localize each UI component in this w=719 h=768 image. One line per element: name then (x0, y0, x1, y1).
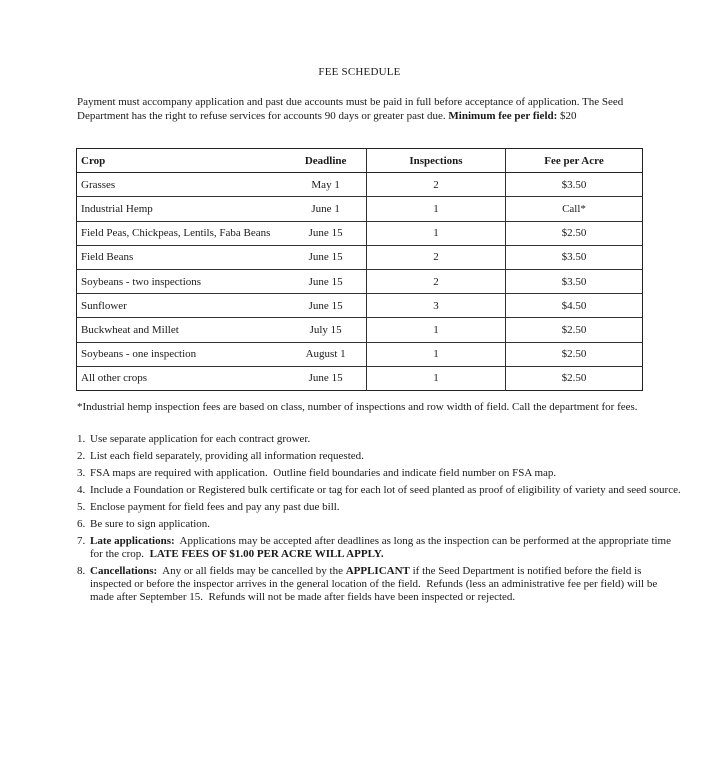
list-item-text: Any or all fields may be cancelled by the (157, 565, 346, 577)
cell-deadline: June 15 (285, 269, 366, 293)
cell-crop: Field Beans (77, 245, 286, 269)
cell-inspections: 1 (366, 197, 505, 221)
table-row (77, 269, 643, 293)
list-item-text: if the Seed Department is notified before the field is inspected or before the inspector arrives in the general location of the field. Refunds (less an administrative fee per field) will be made after September 15. Refunds will not be made after fields have been inspected or rejected. (90, 565, 660, 603)
header-fee: Fee per Acre (505, 149, 642, 173)
table-row (77, 318, 643, 342)
list-item-text: Enclose payment for field fees and pay any past due bill. (90, 501, 340, 513)
cell-crop: Field Peas, Chickpeas, Lentils, Faba Beans (77, 221, 286, 245)
list-item-lead: Cancellations: (90, 565, 158, 577)
header-deadline: Deadline (285, 149, 366, 173)
cell-fee: $2.50 (505, 221, 642, 245)
cell-crop: Soybeans - two inspections (77, 269, 286, 293)
cell-deadline: July 15 (285, 318, 366, 342)
cell-fee: $2.50 (505, 366, 642, 390)
list-item-text: Use separate application for each contract grower. (90, 433, 311, 445)
cell-inspections: 2 (366, 269, 505, 293)
table-header-row (77, 149, 643, 173)
list-item-text: FSA maps are required with application. Outline field boundaries and indicate field number on FSA map. (90, 467, 557, 479)
cell-deadline: May 1 (285, 173, 366, 197)
header-crop: Crop (77, 149, 286, 173)
list-item (77, 467, 682, 480)
list-item (77, 501, 682, 514)
cell-fee: $2.50 (505, 318, 642, 342)
list-number: 7. (77, 535, 86, 547)
list-item (77, 518, 682, 531)
list-item (77, 535, 682, 561)
list-item-text: Be sure to sign application. (90, 518, 211, 530)
table-body (77, 173, 643, 391)
cell-inspections: 2 (366, 245, 505, 269)
cell-deadline: June 15 (285, 294, 366, 318)
footnote: *Industrial hemp inspection fees are based on class, number of inspections and row width of field. Call the department for fees. (77, 401, 638, 413)
table-row (77, 197, 643, 221)
cell-deadline: June 15 (308, 372, 343, 385)
intro-paragraph (77, 95, 657, 123)
page-title: FEE SCHEDULE (318, 66, 401, 78)
table-row (77, 342, 643, 366)
cell-fee: $3.50 (505, 245, 642, 269)
cell-fee: $3.50 (505, 173, 642, 197)
cell-fee: Call* (505, 197, 642, 221)
list-item (77, 433, 682, 446)
list-item (77, 484, 682, 497)
list-number: 8. (77, 565, 86, 577)
header-inspections: Inspections (366, 149, 505, 173)
cell-inspections: 1 (366, 366, 505, 390)
list-item-emphasis: LATE FEES OF $1.00 PER ACRE WILL APPLY. (149, 548, 384, 560)
list-number: 4. (77, 484, 86, 496)
list-item-text: List each field separately, providing all information requested. (90, 450, 364, 462)
table-row (77, 173, 643, 197)
cell-inspections: 1 (366, 221, 505, 245)
cell-fee: $2.50 (505, 342, 642, 366)
cell-crop: Soybeans - one inspection (77, 342, 286, 366)
cell-inspections: 3 (366, 294, 505, 318)
cell-deadline: June 15 (285, 245, 366, 269)
cell-deadline: June 15 (285, 221, 366, 245)
cell-crop: Grasses (77, 173, 286, 197)
cell-crop: All other crops (81, 372, 147, 385)
list-number: 1. (77, 433, 86, 445)
cell-inspections: 1 (366, 342, 505, 366)
list-item-text: Include a Foundation or Registered bulk certificate or tag for each lot of seed planted as proof of eligibility of variety and seed source. (90, 484, 681, 496)
cell-crop: Sunflower (77, 294, 286, 318)
cell-fee: $3.50 (505, 269, 642, 293)
list-item-text: Applications may be accepted after deadlines as long as the inspection can be performed at the appropriate time for the crop. (90, 535, 674, 560)
min-fee-value: $20 (560, 110, 577, 122)
list-item-emphasis: APPLICANT (345, 565, 410, 577)
intro-text: Payment must accompany application and past due accounts must be paid in full before acceptance of application. The Seed Department has the right to refuse services for accounts 90 days or greater past due. (77, 96, 624, 122)
list-number: 2. (77, 450, 86, 462)
cell-fee: $4.50 (505, 294, 642, 318)
list-number: 6. (77, 518, 86, 530)
rules-list (77, 433, 682, 608)
list-item (77, 450, 682, 463)
table-row (77, 245, 643, 269)
cell-inspections: 1 (366, 318, 505, 342)
cell-inspections: 2 (366, 173, 505, 197)
cell-deadline: June 1 (285, 197, 366, 221)
list-item-lead: Late applications: (90, 535, 175, 547)
cell-crop: Industrial Hemp (77, 197, 286, 221)
table-row (77, 221, 643, 245)
min-fee-label: Minimum fee per field: (448, 110, 558, 122)
list-number: 5. (77, 501, 86, 513)
list-number: 3. (77, 467, 86, 479)
cell-crop: Buckwheat and Millet (77, 318, 286, 342)
fee-table (76, 148, 643, 391)
list-item (77, 565, 682, 604)
cell-deadline: August 1 (285, 342, 366, 366)
table-row (77, 366, 643, 390)
table-row (77, 294, 643, 318)
